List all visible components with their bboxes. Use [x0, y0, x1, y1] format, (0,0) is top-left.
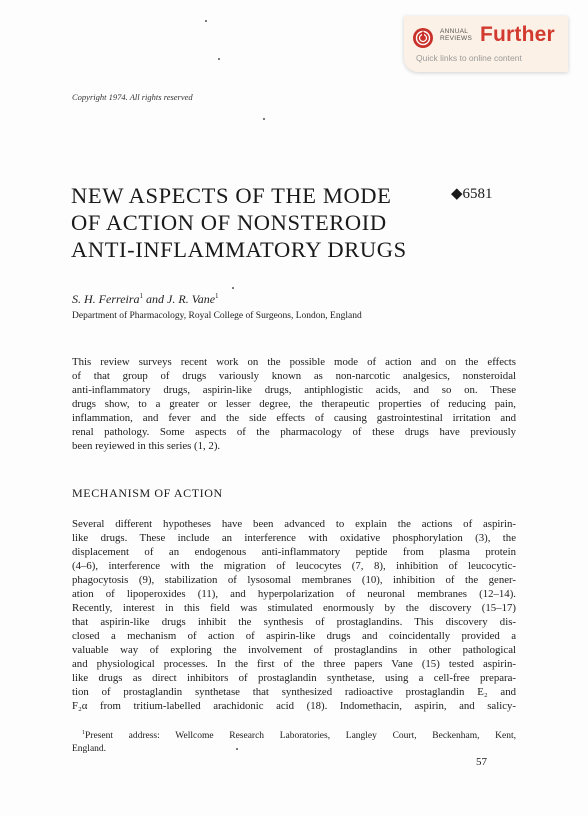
section-heading: MECHANISM OF ACTION	[72, 486, 223, 500]
text-line: This review surveys recent work on the possible mode of action and on the effects	[72, 356, 516, 368]
author-vane: J. R. Vane	[167, 292, 216, 306]
copyright-notice: Copyright 1974. All rights reserved	[72, 92, 193, 102]
wordmark-line-1: ANNUAL	[440, 28, 469, 35]
title-line: OF ACTION OF NONSTEROID	[71, 210, 387, 235]
text-line: Several different hypotheses have been advanced to explain the actions of aspirin-	[72, 518, 516, 530]
text-line: of that group of drugs variously known as non-narcotic analgesics, nonsteroidal	[72, 370, 516, 382]
text-line: and physiological processes. In the first of the three papers Vane (15) tested aspirin-	[72, 658, 516, 670]
text-line: Recently, interest in this field was stimulated enormously by the discovery (15–17)	[72, 602, 516, 614]
article-code: ◆6581	[451, 186, 493, 202]
affiliation: Department of Pharmacology, Royal College of Surgeons, London, England	[72, 311, 362, 321]
annual-reviews-wordmark	[440, 28, 472, 42]
text-line: F₂α from tritium-labelled arachidonic acid (18). Indomethacin, aspirin, and salicy-	[72, 700, 516, 712]
text-line: inflammation, and fever and the side effects of causing gastrointestinal irritation and	[72, 412, 516, 424]
text-line: phagocytosis (9), stabilization of lysosomal membranes (10), inhibition of the gener-	[72, 574, 516, 586]
further-link[interactable]: Further	[480, 23, 555, 46]
article-title	[71, 182, 431, 263]
text-line: drugs show, to a greater or lesser degree, the therapeutic properties of reducing pain,	[72, 398, 516, 410]
text-line: been reyiewed in this series (1, 2).	[72, 440, 221, 452]
footnote	[72, 727, 516, 756]
body-paragraph	[72, 517, 516, 713]
text-line: anti-inflammatory drugs, aspirin-like drugs, antiphlogistic acids, and so on. These	[72, 384, 516, 396]
title-line: NEW ASPECTS OF THE MODE	[71, 183, 392, 208]
wordmark-line-2: REVIEWS	[440, 35, 473, 42]
author-ferreira: S. H. Ferreira	[72, 292, 140, 306]
text-line: closed a mechanism of action of aspirin-like drugs and coincidentally provided a	[72, 630, 516, 642]
author-conjunction: and	[146, 292, 165, 306]
footnote-text: Present address: Wellcome Research Laboratories, Langley Court, Beckenham, Kent,	[85, 731, 516, 742]
title-line: ANTI-INFLAMMATORY DRUGS	[71, 237, 407, 262]
text-line: like drugs. These include an interference with oxidative phosphorylation (3), the	[72, 532, 516, 544]
footnote-line: England.	[72, 744, 107, 755]
footnote-line	[72, 727, 516, 743]
annual-reviews-logo-icon	[413, 28, 433, 48]
text-line: like drugs as direct inhibitors of prostaglandin synthetase, using a cell-free prepara-	[72, 672, 516, 684]
text-line: (4–6), interference with the migration of leucocytes (7, 8), inhibition of leucocytic-	[72, 560, 516, 572]
abstract-paragraph	[72, 355, 516, 453]
text-line: renal pathology. Some aspects of the pharmacology of these drugs have previously	[72, 426, 516, 438]
page-number: 57	[476, 756, 487, 768]
author-footnote-mark: 1	[139, 292, 144, 300]
further-subtitle: Quick links to online content	[416, 53, 522, 63]
footnote-mark: 1	[82, 730, 85, 736]
scan-speck	[236, 748, 238, 750]
scan-speck	[263, 118, 265, 120]
text-line: that aspirin-like drugs inhibit the synthesis of prostaglandins. This discovery dis-	[72, 616, 516, 628]
author-footnote-mark: 1	[215, 292, 219, 300]
scan-speck	[205, 20, 207, 22]
author-line	[72, 292, 219, 307]
scan-speck	[218, 58, 220, 60]
text-line: displacement of an endogenous anti-inflammatory peptide from plasma protein	[72, 546, 516, 558]
scan-speck	[232, 287, 234, 289]
annual-reviews-further-badge[interactable]	[404, 16, 568, 72]
text-line: tion of prostaglandin synthetase that synthesized radioactive prostaglandin E₂ and	[72, 686, 516, 698]
text-line: valuable way of exploring the involvement of prostaglandins in other pathological	[72, 644, 516, 656]
text-line: ation of lipoperoxides (11), and hyperpolarization of neuronal membranes (12–14).	[72, 588, 516, 600]
